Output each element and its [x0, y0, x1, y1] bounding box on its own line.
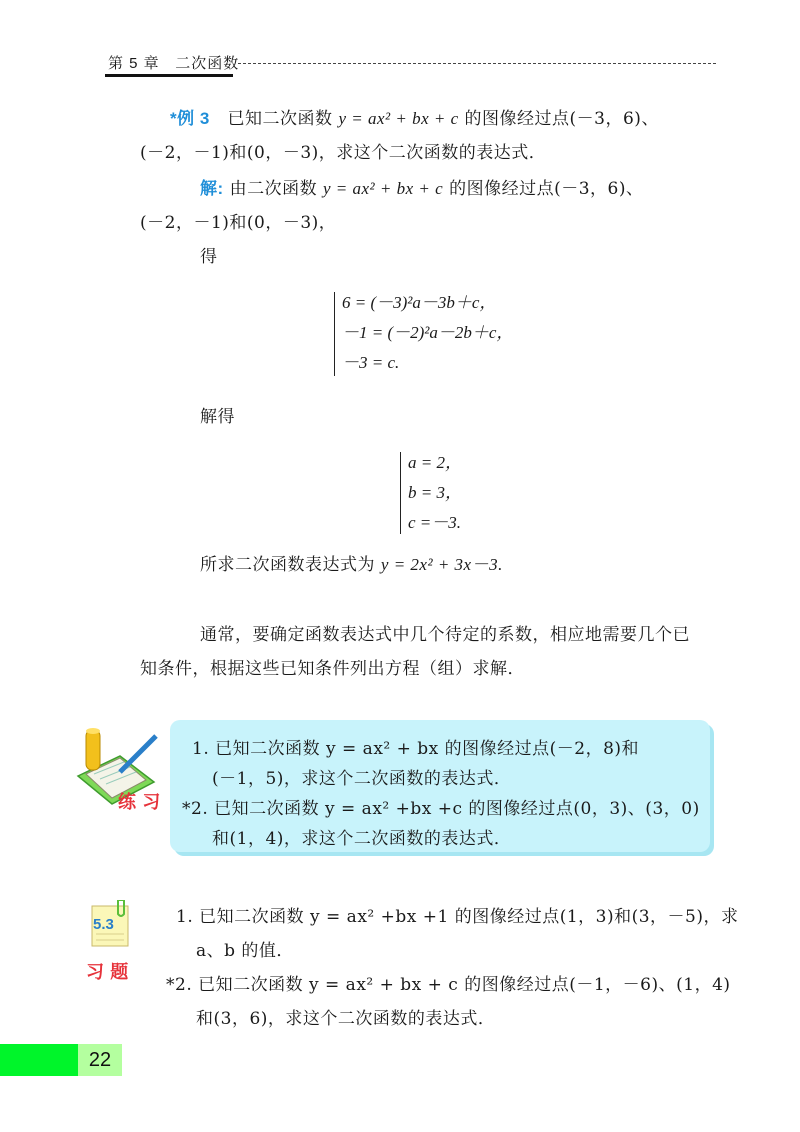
exercise-item-1-line-2: a、b 的值．	[196, 941, 294, 961]
exercise-item-1-line-1: 1. 已知二次函数 y = ax² +bx +1 的图像经过点(1，3)和(3，－5)，求	[176, 907, 739, 927]
exercise-label: 习 题	[86, 962, 129, 983]
practice-item-1-line-2: (－1，5)，求这个二次函数的表达式．	[212, 769, 512, 789]
result-equation: y = 2x² + 3x－3.	[380, 555, 503, 574]
exercise-number: 5.3	[93, 916, 114, 933]
example-text-b: 的图像经过点(－3，6)、	[458, 109, 659, 129]
result-text: 所求二次函数表达式为	[200, 555, 381, 575]
solution-text-b: 的图像经过点(－3，6)、	[443, 179, 644, 199]
system1-eq-1: 6 = (－3)²a－3b＋c，	[342, 293, 497, 312]
system1-brace	[334, 292, 335, 376]
solution-equation: y = ax² + bx + c	[322, 179, 444, 198]
example-text-a: 已知二次函数	[227, 109, 339, 129]
system1-eq-2: －1 = (－2)²a－2b＋c，	[342, 323, 514, 342]
example-label: 例 3	[177, 109, 210, 128]
note-line-2: 知条件，根据这些已知条件列出方程（组）求解．	[140, 659, 525, 679]
page-number: 22	[78, 1044, 122, 1076]
header-dashed-rule	[238, 63, 716, 64]
header-underline	[105, 74, 233, 77]
system2	[408, 448, 462, 538]
solution-line-2: (－2，－1)和(0，－3)，	[140, 213, 337, 233]
note-line-1: 通常，要确定函数表达式中几个待定的系数，相应地需要几个已	[200, 625, 690, 645]
chapter-title: 二次函数	[175, 55, 240, 72]
practice-item-2-line-1: *2. 已知二次函数 y = ax² +bx +c 的图像经过点(0，3)、(3，0)	[182, 799, 700, 819]
solution-text-a: 由二次函数	[229, 179, 323, 199]
solution-line-1	[200, 176, 644, 202]
example-star: *	[170, 109, 178, 128]
system2-eq-3: c =－3.	[408, 513, 462, 532]
exercise-item-2-line-1: *2. 已知二次函数 y = ax² + bx + c 的图像经过点(－1，－6)、(1，4)	[166, 975, 731, 995]
system2-brace	[400, 452, 401, 534]
system2-eq-1: a = 2，	[408, 453, 462, 472]
chapter-header	[108, 52, 239, 73]
solution-de: 得	[200, 247, 218, 267]
chapter-number: 第 5 章	[108, 55, 160, 72]
exercise-item-2-line-2: 和(3，6)，求这个二次函数的表达式．	[196, 1009, 496, 1029]
system2-eq-2: b = 3，	[408, 483, 462, 502]
practice-item-2-line-2: 和(1，4)，求这个二次函数的表达式．	[212, 829, 512, 849]
practice-label: 练 习	[118, 792, 161, 813]
example-equation: y = ax² + bx + c	[338, 109, 459, 128]
system1	[342, 288, 513, 378]
practice-item-1-line-1: 1. 已知二次函数 y = ax² + bx 的图像经过点(－2，8)和	[192, 739, 640, 759]
example-line-1	[170, 106, 659, 132]
system1-eq-3: －3 = c.	[342, 353, 400, 372]
example-line-2: (－2，－1)和(0，－3)，求这个二次函数的表达式．	[140, 143, 547, 163]
solution-label: 解:	[200, 179, 224, 198]
solution-jiede: 解得	[200, 407, 235, 427]
solution-result	[200, 552, 503, 578]
